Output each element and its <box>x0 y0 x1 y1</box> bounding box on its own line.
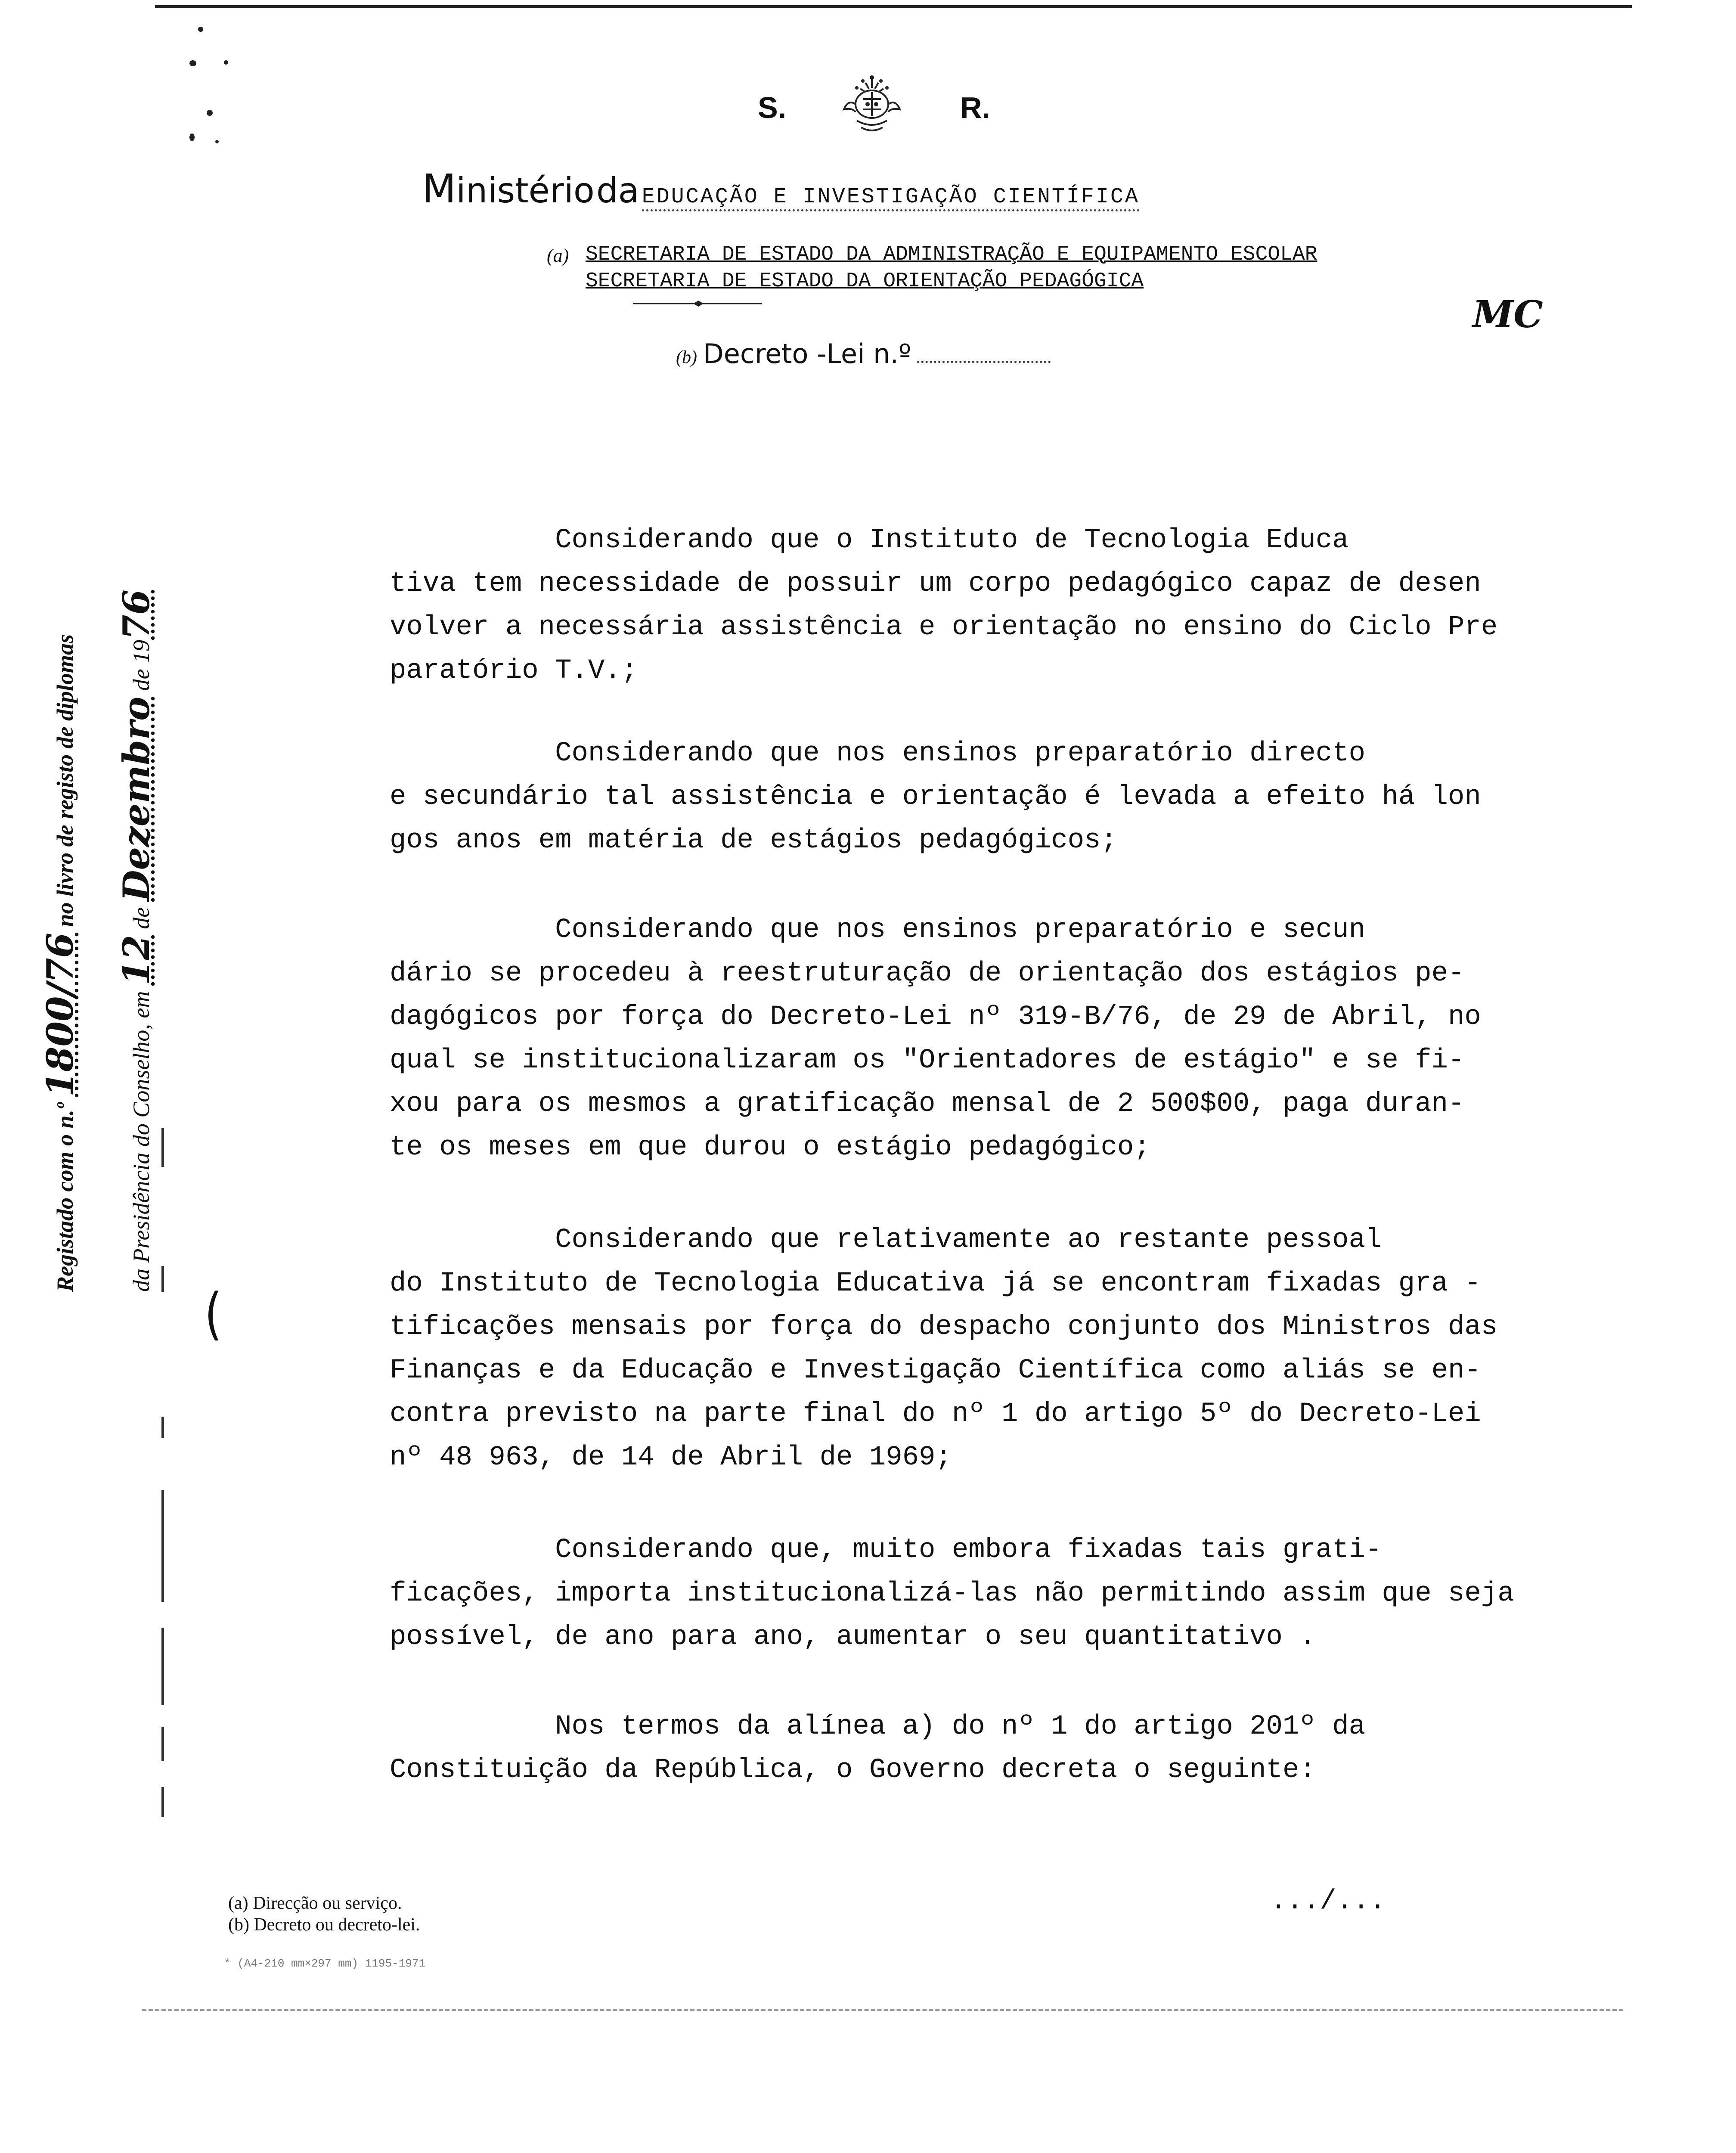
scan-speck <box>207 110 213 116</box>
seal-letter-r: R. <box>960 91 990 124</box>
continued-marker: .../... <box>1270 1886 1386 1917</box>
paragraph-5: Considerando que, muito embora fixadas tais grati- ficações, importa institucionalizá-las não permitindo assim que seja possível, de ano para ano, aumentar o seu quantitativo . <box>390 1535 1514 1653</box>
paragraph-3: Considerando que nos ensinos preparatório e secun dário se procedeu à reestruturação de orientação dos estágios pe- dagógicos por força do Decreto-Lei nº 319-B/76, de 29 de Abril, no qual se institucionalizaram os "Orientadores de estágio" e se fi- xou para os mesmos a gratificação mensal de 2 500$00, paga duran- te os meses em que durou o estágio pedagógico; <box>390 915 1481 1163</box>
margin-mark <box>161 1417 164 1438</box>
decreto-line <box>676 338 1051 369</box>
stamp-presidencia: da Presidência do Conselho, em <box>128 991 154 1292</box>
secretaria-line-2: SECRETARIA DE ESTADO DA ORIENTAÇÃO PEDAGÓGICA <box>586 270 1144 293</box>
stamp-livro: no livro de registo de diplomas <box>52 634 78 927</box>
registration-stamp <box>39 517 158 1292</box>
stamp-year-prefix: de 19 <box>128 639 154 691</box>
paragraph-6: Nos termos da alínea a) do nº 1 do artigo 201º da Constituição da República, o Governo decreta o seguinte: <box>390 1711 1365 1786</box>
footnote-a: (a) Direcção ou serviço. <box>228 1893 402 1913</box>
ministry-da: da <box>596 171 639 211</box>
margin-mark <box>161 1727 164 1761</box>
stamp-month: Dezembro <box>115 696 158 902</box>
seal-letter-s: S. <box>758 91 787 124</box>
paragraph-1: Considerando que o Instituto de Tecnologia Educa tiva tem necessidade de possuir um corpo pedagógico capaz de desen volver a necessária assistência e orientação no ensino do Ciclo Pre paratório T.V.; <box>390 525 1498 686</box>
print-code: * (A4-210 mm×297 mm) 1195-1971 <box>224 1957 426 1970</box>
decreto-label: Decreto -Lei n.º <box>703 338 911 369</box>
secretaria-line-1: SECRETARIA DE ESTADO DA ADMINISTRAÇÃO E EQUIPAMENTO ESCOLAR <box>586 243 1318 266</box>
handwritten-initials: MC <box>1472 293 1543 336</box>
margin-mark <box>161 1266 164 1292</box>
ministry-heading <box>422 166 1140 212</box>
margin-mark <box>161 1628 164 1705</box>
margin-mark <box>161 1128 164 1167</box>
margin-bracket: ( <box>205 1281 222 1346</box>
republic-seal-line <box>758 73 990 138</box>
ministry-word: inistério <box>456 171 595 211</box>
stamp-year: 76 <box>115 589 158 640</box>
margin-mark <box>161 1787 164 1817</box>
top-rule <box>155 5 1632 8</box>
margin-mark <box>161 1490 164 1602</box>
scan-speck <box>198 27 203 32</box>
stamp-line-2 <box>115 517 158 1292</box>
stamp-de: de <box>128 907 154 929</box>
coat-of-arms-emblem <box>835 73 908 138</box>
scan-speck <box>215 140 219 143</box>
stamp-registado: Registado com o n.º <box>52 1102 78 1292</box>
paragraph-2: Considerando que nos ensinos preparatório directo e secundário tal assistência e orientação é levada a efeito há lon gos anos em matéria de estágios pedagógicos; <box>390 738 1481 856</box>
label-a: (a) <box>547 245 569 266</box>
stamp-line-1 <box>39 517 81 1292</box>
stamp-day: 12 <box>115 935 158 986</box>
scan-speck <box>224 60 228 65</box>
stamp-registration-number: 1800/76 <box>39 932 81 1097</box>
scan-speck <box>189 60 196 66</box>
divider-ornament <box>633 299 762 308</box>
decreto-number-blank <box>917 361 1051 363</box>
ministry-initial: M <box>422 166 456 212</box>
footnotes <box>228 1892 420 1936</box>
label-b: (b) <box>676 347 697 367</box>
paragraph-4: Considerando que relativamente ao restante pessoal do Instituto de Tecnologia Educativa já se encontram fixadas gra - tificações mensais por força do despacho conjunto dos Ministros das Finanças e da Educação e Investigação Científica como aliás se en- contra previsto na parte final do nº 1 do artigo 5º do Decreto-Lei nº 48 963, de 14 de Abril de 1969; <box>390 1225 1498 1473</box>
ministry-department: EDUCAÇÃO E INVESTIGAÇÃO CIENTÍFICA <box>642 185 1140 211</box>
bottom-dashed-rule <box>142 2009 1623 2011</box>
footnote-b: (b) Decreto ou decreto-lei. <box>228 1915 420 1935</box>
scan-speck <box>189 133 195 141</box>
